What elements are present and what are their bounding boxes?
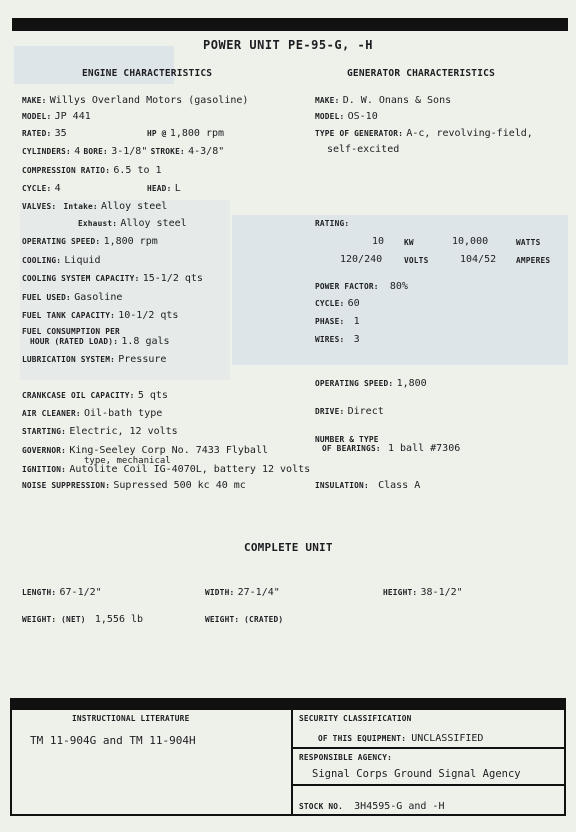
engine-cylinders-value: 4: [74, 146, 81, 157]
security-label-1: SECURITY CLASSIFICATION: [299, 714, 412, 723]
complete-unit-heading: COMPLETE UNIT: [244, 541, 333, 554]
unit-weight-net-label: WEIGHT: (NET): [22, 615, 86, 624]
engine-fuel-used-label: FUEL USED:: [22, 293, 71, 302]
page-title: POWER UNIT PE-95-G, -H: [203, 38, 373, 52]
generator-wires-value: 3: [353, 334, 360, 345]
footer-vertical-divider: [291, 710, 293, 814]
agency-label: RESPONSIBLE AGENCY:: [299, 753, 392, 762]
unit-length-row: [22, 587, 102, 599]
engine-compression-label: COMPRESSION RATIO:: [22, 166, 111, 175]
engine-make-row: [22, 95, 248, 107]
generator-rating-label: RATING:: [315, 219, 350, 228]
engine-compression-value: 6.5 to 1: [113, 165, 162, 176]
rating-kw-unit: KW: [404, 238, 414, 247]
generator-drive-row: [315, 406, 384, 418]
engine-head-row: [147, 183, 181, 195]
rating-volts-unit: VOLTS: [404, 256, 429, 265]
stock-value: 3H4595-G and -H: [354, 801, 445, 812]
engine-cylinders-label: CYLINDERS:: [22, 147, 71, 156]
generator-heading: GENERATOR CHARACTERISTICS: [347, 68, 495, 79]
engine-lubrication-value: Pressure: [118, 354, 167, 365]
generator-drive-label: DRIVE:: [315, 407, 345, 416]
unit-height-value: 38-1/2": [420, 587, 463, 598]
generator-model-row: [315, 111, 378, 123]
generator-power-factor-row: [315, 281, 408, 293]
security-label-2: OF THIS EQUIPMENT:: [318, 734, 407, 743]
engine-compression-row: [22, 165, 162, 177]
engine-model-label: MODEL:: [22, 112, 52, 121]
generator-insulation-row: [315, 480, 420, 492]
unit-length-value: 67-1/2": [59, 587, 102, 598]
rating-amps-unit: AMPERES: [516, 256, 551, 265]
engine-operating-speed-value: 1,800 rpm: [103, 236, 158, 247]
generator-model-value: OS-10: [347, 111, 378, 122]
engine-exhaust-row: [78, 218, 187, 230]
generator-operating-speed-label: OPERATING SPEED:: [315, 379, 394, 388]
generator-make-value: D. W. Onans & Sons: [342, 95, 452, 106]
generator-type-value-2: self-excited: [327, 144, 400, 155]
literature-label: INSTRUCTIONAL LITERATURE: [72, 714, 190, 723]
unit-weight-crated-label: WEIGHT: (CRATED): [205, 615, 284, 624]
engine-operating-speed-label: OPERATING SPEED:: [22, 237, 101, 246]
engine-rated-value: 35: [54, 128, 67, 139]
engine-ignition-value: Autolite Coil IG-4070L, battery 12 volts: [69, 464, 311, 475]
engine-cooling-row: [22, 255, 101, 267]
engine-cooling-capacity-row: [22, 273, 203, 285]
engine-fuel-tank-label: FUEL TANK CAPACITY:: [22, 311, 115, 320]
engine-fuel-tank-row: [22, 310, 178, 322]
rating-watts-unit: WATTS: [516, 238, 541, 247]
agency-value: Signal Corps Ground Signal Agency: [312, 768, 521, 780]
engine-cycle-label: CYCLE:: [22, 184, 52, 193]
engine-starting-row: [22, 426, 178, 438]
unit-weight-net-value: 1,556 lb: [94, 614, 144, 625]
engine-fuel-consumption-value: 1.8 gals: [121, 336, 170, 347]
generator-make-row: [315, 95, 451, 107]
engine-rated-row: [22, 128, 67, 140]
engine-noise-value: Supressed 500 kc 40 mc: [113, 480, 246, 491]
security-value: UNCLASSIFIED: [411, 733, 484, 744]
engine-cooling-value: Liquid: [64, 255, 101, 266]
engine-head-value: L: [174, 183, 181, 194]
engine-hp-row: [147, 128, 224, 140]
generator-cycle-row: [315, 298, 360, 310]
engine-exhaust-label: Exhaust:: [78, 219, 118, 228]
generator-wires-row: [315, 334, 360, 346]
rating-amps-value: 104/52: [460, 254, 497, 265]
engine-operating-speed-row: [22, 236, 158, 248]
generator-bearings-value: 1 ball #7306: [387, 443, 461, 454]
engine-cooling-capacity-value: 15-1/2 qts: [142, 273, 203, 284]
engine-air-cleaner-label: AIR CLEANER:: [22, 409, 81, 418]
generator-bearings-label-2: OF BEARINGS:: [322, 444, 381, 453]
footer-divider-2: [293, 784, 564, 786]
generator-bearings-row: [322, 443, 460, 455]
unit-width-row: [205, 587, 280, 599]
unit-weight-crated-row: [205, 614, 283, 626]
generator-type-row: [315, 128, 533, 140]
engine-crankcase-label: CRANKCASE OIL CAPACITY:: [22, 391, 135, 400]
generator-cycle-label: CYCLE:: [315, 299, 345, 308]
engine-intake-label: Intake:: [63, 202, 98, 211]
engine-bore-value: 3-1/8": [111, 146, 148, 157]
generator-cycle-value: 60: [347, 298, 360, 309]
engine-stroke-label: STROKE:: [150, 147, 185, 156]
unit-weight-net-row: [22, 614, 143, 626]
generator-type-value-1: A-c, revolving-field,: [406, 128, 533, 139]
engine-head-label: HEAD:: [147, 184, 172, 193]
unit-length-label: LENGTH:: [22, 588, 57, 597]
engine-noise-row: [22, 480, 246, 492]
generator-phase-label: PHASE:: [315, 317, 345, 326]
engine-crankcase-row: [22, 390, 168, 402]
engine-model-row: [22, 111, 91, 123]
engine-cycle-value: 4: [54, 183, 61, 194]
rating-kw-value: 10: [372, 236, 385, 247]
unit-width-value: 27-1/4": [237, 587, 280, 598]
engine-intake-value: Alloy steel: [101, 201, 168, 212]
unit-width-label: WIDTH:: [205, 588, 235, 597]
generator-drive-value: Direct: [347, 406, 384, 417]
engine-air-cleaner-row: [22, 408, 162, 420]
engine-fuel-tank-value: 10-1/2 qts: [118, 310, 179, 321]
engine-cylinders-row: [22, 146, 224, 158]
stock-row: [299, 794, 444, 813]
engine-valves-label: VALVES:: [22, 202, 57, 211]
engine-bore-label: BORE:: [83, 147, 108, 156]
engine-crankcase-value: 5 qts: [137, 390, 168, 401]
engine-starting-value: Electric, 12 volts: [69, 426, 178, 437]
engine-rated-label: RATED:: [22, 129, 52, 138]
generator-type-label: TYPE OF GENERATOR:: [315, 129, 404, 138]
engine-make-label: MAKE:: [22, 96, 47, 105]
engine-fuel-consumption-row: [30, 336, 170, 348]
literature-value: TM 11-904G and TM 11-904H: [30, 734, 196, 747]
generator-insulation-label: INSULATION:: [315, 481, 369, 490]
generator-insulation-value: Class A: [378, 480, 421, 491]
generator-operating-speed-row: [315, 378, 427, 390]
engine-make-value: Willys Overland Motors (gasoline): [49, 95, 249, 106]
unit-height-row: [383, 587, 463, 599]
engine-starting-label: STARTING:: [22, 427, 67, 436]
security-row: [318, 726, 483, 745]
engine-governor-value-1: King-Seeley Corp No. 7433 Flyball: [69, 445, 268, 456]
engine-cooling-label: COOLING:: [22, 256, 62, 265]
footer-divider-1: [293, 747, 564, 749]
stock-label: STOCK NO.: [299, 802, 344, 811]
generator-make-label: MAKE:: [315, 96, 340, 105]
engine-fuel-consumption-label-2: HOUR (RATED LOAD):: [30, 337, 119, 346]
generator-phase-row: [315, 316, 360, 328]
rating-watts-value: 10,000: [452, 236, 489, 247]
engine-fuel-used-row: [22, 292, 122, 304]
engine-ignition-label: IGNITION:: [22, 465, 67, 474]
engine-governor-label: GOVERNOR:: [22, 446, 67, 455]
top-rule: [12, 18, 568, 31]
engine-fuel-consumption-label-1: FUEL CONSUMPTION PER: [22, 327, 120, 336]
engine-stroke-value: 4-3/8": [188, 146, 225, 157]
generator-phase-value: 1: [353, 316, 360, 327]
generator-wires-label: WIRES:: [315, 335, 345, 344]
engine-hp-label: HP @: [147, 129, 167, 138]
engine-lubrication-label: LUBRICATION SYSTEM:: [22, 355, 115, 364]
engine-cycle-row: [22, 183, 61, 195]
engine-model-value: JP 441: [54, 111, 91, 122]
engine-lubrication-row: [22, 354, 166, 366]
engine-ignition-row: [22, 464, 310, 476]
engine-fuel-used-value: Gasoline: [74, 292, 123, 303]
footer-box: [10, 698, 566, 816]
rating-volts-value: 120/240: [340, 254, 383, 265]
unit-height-label: HEIGHT:: [383, 588, 418, 597]
generator-bearings-label-1: NUMBER & TYPE: [315, 435, 379, 444]
engine-valves-row: [22, 201, 167, 213]
generator-operating-speed-value: 1,800: [396, 378, 427, 389]
engine-heading: ENGINE CHARACTERISTICS: [82, 68, 213, 79]
engine-cooling-capacity-label: COOLING SYSTEM CAPACITY:: [22, 274, 140, 283]
generator-model-label: MODEL:: [315, 112, 345, 121]
engine-governor-value-2: type, mechanical: [84, 456, 171, 466]
engine-exhaust-value: Alloy steel: [120, 218, 187, 229]
engine-air-cleaner-value: Oil-bath type: [83, 408, 163, 419]
engine-hp-value: 1,800 rpm: [169, 128, 225, 139]
engine-noise-label: NOISE SUPPRESSION:: [22, 481, 111, 490]
generator-power-factor-label: POWER FACTOR:: [315, 282, 379, 291]
generator-power-factor-value: 80%: [389, 281, 408, 292]
